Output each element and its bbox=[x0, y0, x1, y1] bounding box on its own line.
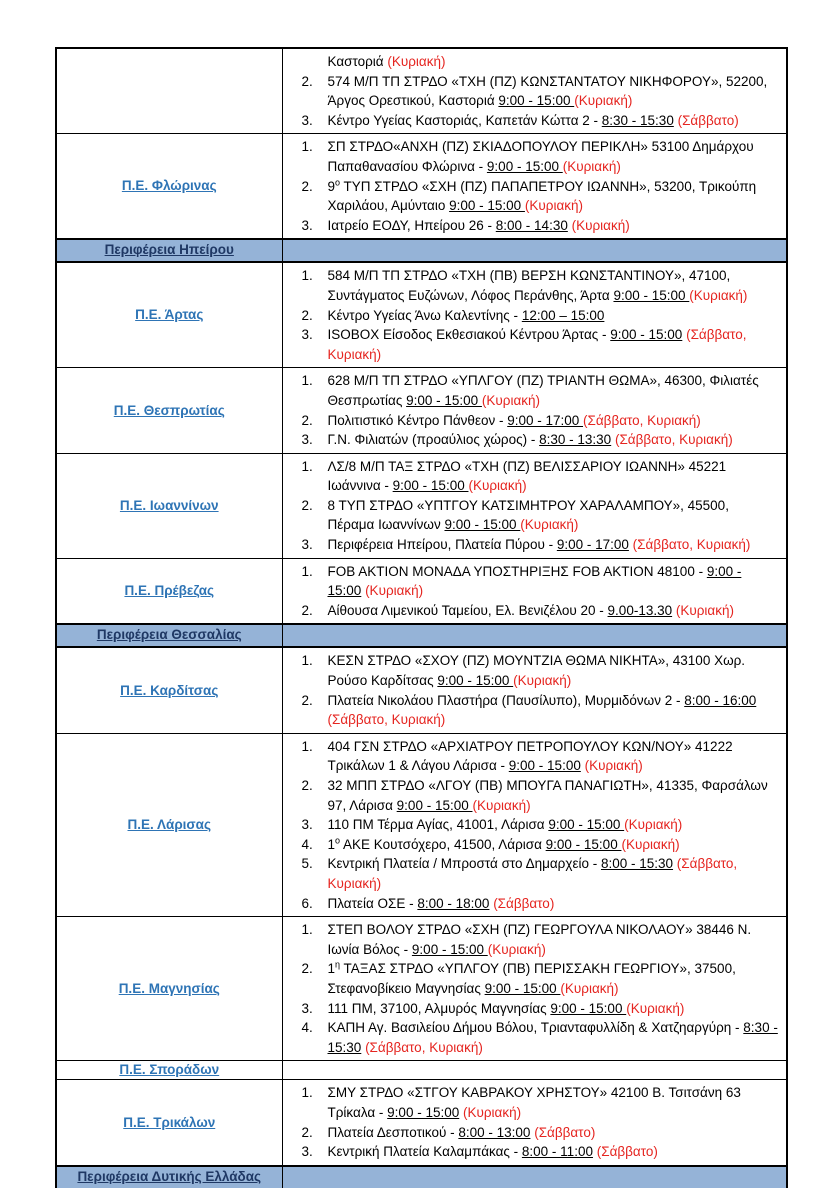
locations-cell bbox=[282, 558, 787, 624]
location-text: ΤΑΞΑΣ ΣΤΡΔΟ «ΥΠΛΓΟΥ (ΠΒ) ΠΕΡΙΣΣΑΚΗ ΓΕΩΡΓΙΟΥ», 37500, Στεφανοβίκειο Μαγνησίας bbox=[327, 961, 736, 996]
section-header-row bbox=[56, 239, 787, 262]
item-text bbox=[328, 1142, 781, 1162]
section-title-cell bbox=[56, 239, 282, 262]
hours: 9:00 - 15:00 bbox=[437, 673, 514, 689]
location-text: 628 Μ/Π ΤΠ ΣΤΡΔΟ «ΥΠΛΓΟΥ (ΠΖ) ΤΡΙΑΝΤΗ ΘΩΜΑ», 46300, Φιλιατές Θεσπρωτίας bbox=[327, 373, 759, 408]
entry-row bbox=[56, 1061, 787, 1080]
location-item bbox=[283, 72, 781, 111]
item-text bbox=[328, 1018, 781, 1057]
item-number: 2. bbox=[301, 692, 313, 708]
locations-cell bbox=[282, 733, 787, 916]
location-text: Πλατεία Δεσποτικού - bbox=[327, 1124, 459, 1140]
locations-cell bbox=[282, 368, 787, 453]
hours: 9:00 - 15:00 bbox=[406, 392, 482, 408]
locations-cell bbox=[282, 134, 787, 239]
location-item bbox=[283, 371, 781, 410]
ordinal-suffix: η bbox=[335, 959, 341, 970]
days-note: (Σάββατο) bbox=[493, 895, 555, 911]
days-note: (Σάββατο) bbox=[677, 112, 739, 128]
item-number: 3. bbox=[301, 537, 313, 553]
item-number: 3. bbox=[301, 1000, 313, 1016]
section-title: Περιφέρεια Δυτικής Ελλάδας bbox=[77, 1168, 262, 1184]
location-text: 110 ΠΜ Τέρμα Αγίας, 41001, Λάρισα bbox=[327, 817, 549, 833]
item-number: 2. bbox=[301, 412, 313, 428]
hours: 9.00-13.30 bbox=[607, 602, 673, 618]
location-text: ΣΠ ΣΤΡΔΟ«ΑΝΧΗ (ΠΖ) ΣΚΙΑΔΟΠΟΥΛΟΥ ΠΕΡΙΚΛΗ» 53100 Δημάρχου Παπαθανασίου Φλώρινα - bbox=[327, 139, 754, 174]
locations-cell bbox=[282, 453, 787, 558]
item-number: 1. bbox=[301, 139, 313, 155]
item-text bbox=[328, 177, 781, 216]
location-item bbox=[283, 854, 781, 893]
hours: 9:00 - 15:00 bbox=[387, 1104, 460, 1120]
location-item bbox=[283, 137, 781, 176]
item-number: 6. bbox=[301, 895, 313, 911]
location-item bbox=[283, 266, 781, 305]
hours: 9:00 - 15:00 bbox=[444, 517, 521, 533]
location-text: Αίθουσα Λιμενικού Ταμείου, Ελ. Βενιζέλου 20 - bbox=[327, 602, 608, 618]
section-title-cell bbox=[56, 1166, 282, 1188]
entry-row bbox=[56, 368, 787, 453]
hours: 9:00 - 15:00 bbox=[411, 941, 488, 957]
item-text bbox=[328, 894, 781, 914]
location-text: FOB AKTION ΜΟΝΑΔΑ ΥΠΟΣΤΗΡΙΞΗΣ FOB AKTION 48100 - bbox=[327, 563, 707, 579]
location-item bbox=[283, 920, 781, 959]
location-item bbox=[283, 535, 781, 555]
days-note: (Κυριακή) bbox=[626, 1000, 685, 1016]
section-empty-cell bbox=[282, 624, 787, 647]
location-item bbox=[283, 325, 781, 364]
location-text: Πλατεία ΟΣΕ - bbox=[327, 895, 418, 911]
region-cell bbox=[56, 453, 282, 558]
days-note: (Κυριακή) bbox=[560, 980, 619, 996]
days-note: (Κυριακή) bbox=[463, 1104, 522, 1120]
item-number: 3. bbox=[301, 112, 313, 128]
item-text bbox=[328, 411, 781, 431]
item-number: 1. bbox=[301, 1085, 313, 1101]
item-text bbox=[328, 137, 781, 176]
hours: 9:00 - 15:00 bbox=[396, 797, 473, 813]
item-text bbox=[328, 72, 781, 111]
days-note: (Σάββατο, Κυριακή) bbox=[614, 432, 733, 448]
days-note: (Κυριακή) bbox=[520, 517, 579, 533]
item-number: 2. bbox=[301, 178, 313, 194]
hours: 8:00 - 11:00 bbox=[521, 1144, 593, 1160]
location-item bbox=[283, 562, 781, 601]
location-text: ΛΣ/8 Μ/Π ΤΑΞ ΣΤΡΔΟ «ΤΧΗ (ΠΖ) ΒΕΛΙΣΣΑΡΙΟΥ ΙΩΑΝΝΗ» 45221 Ιωάννινα - bbox=[327, 458, 727, 494]
days-note: (Σάββατο) bbox=[596, 1144, 658, 1160]
location-item bbox=[283, 737, 781, 776]
days-note: (Κυριακή) bbox=[584, 758, 643, 774]
locations-cell bbox=[282, 1080, 787, 1166]
location-item bbox=[283, 776, 781, 815]
location-text: 9 bbox=[327, 178, 336, 194]
item-text bbox=[328, 535, 781, 555]
item-text bbox=[328, 737, 781, 776]
region-cell bbox=[56, 733, 282, 916]
days-note: (Σάββατο, Κυριακή) bbox=[632, 537, 751, 553]
item-text bbox=[328, 854, 781, 893]
location-item bbox=[283, 815, 781, 835]
item-number: 2. bbox=[301, 1124, 313, 1140]
section-empty-cell bbox=[282, 1166, 787, 1188]
ordinal-suffix: ο bbox=[335, 835, 341, 846]
hours: 9:00 - 15:00 bbox=[392, 478, 469, 494]
region-cell bbox=[56, 134, 282, 239]
hours: 8:00 - 16:00 bbox=[684, 692, 757, 708]
hours: 9:00 - 15:00 bbox=[498, 93, 575, 109]
location-text: Κέντρο Υγείας Άνω Καλεντίνης - bbox=[327, 307, 522, 323]
location-item bbox=[283, 894, 781, 914]
location-text: ΚΕΣΝ ΣΤΡΔΟ «ΣΧΟΥ (ΠΖ) ΜΟΥΝΤΖΙΑ ΘΩΜΑ ΝΙΚΗΤΑ», 43100 Χωρ. Ρούσο Καρδίτσας bbox=[327, 653, 746, 689]
item-number: 1. bbox=[301, 653, 313, 669]
item-number: 3. bbox=[301, 432, 313, 448]
location-text: Ιατρείο ΕΟΔΥ, Ηπείρου 26 - bbox=[327, 217, 496, 233]
section-header-row bbox=[56, 624, 787, 647]
hours: 8:30 - 13:30 bbox=[539, 432, 612, 448]
location-item bbox=[283, 1083, 781, 1122]
location-item bbox=[283, 1123, 781, 1143]
item-text bbox=[328, 306, 781, 326]
location-text: Κεντρική Πλατεία Καλαμπάκας - bbox=[327, 1144, 522, 1160]
hours: 9:00 - 15:00 bbox=[484, 980, 561, 996]
location-item bbox=[283, 457, 781, 496]
item-text bbox=[328, 815, 781, 835]
days-note: (Σάββατο) bbox=[534, 1124, 596, 1140]
region-link[interactable]: Π.Ε. Μαγνησίας bbox=[118, 980, 220, 996]
region-cell bbox=[56, 558, 282, 624]
entry-row bbox=[56, 733, 787, 916]
location-item bbox=[283, 496, 781, 535]
item-text bbox=[328, 52, 781, 72]
item-text bbox=[328, 920, 781, 959]
locations-cell bbox=[282, 48, 787, 134]
region-cell bbox=[56, 368, 282, 453]
location-item bbox=[283, 999, 781, 1019]
location-text: Περιφέρεια Ηπείρου, Πλατεία Πύρου - bbox=[327, 537, 557, 553]
days-note: (Κυριακή) bbox=[689, 287, 748, 303]
entry-row bbox=[56, 647, 787, 733]
entry-row bbox=[56, 917, 787, 1061]
region-link[interactable]: Π.Ε. Φλώρινας bbox=[121, 178, 217, 194]
region-cell bbox=[56, 48, 282, 134]
section-title: Περιφέρεια Θεσσαλίας bbox=[96, 627, 242, 643]
hours: 8:30 - 15:30 bbox=[601, 112, 674, 128]
item-text bbox=[328, 835, 781, 855]
region-cell bbox=[56, 917, 282, 1061]
region-link[interactable]: Π.Ε. Πρέβεζας bbox=[124, 583, 215, 599]
item-number: 4. bbox=[301, 1020, 313, 1036]
item-text bbox=[328, 776, 781, 815]
locations-cell bbox=[282, 1061, 787, 1080]
region-cell bbox=[56, 1080, 282, 1166]
location-text: 404 ΓΣΝ ΣΤΡΔΟ «ΑΡΧΙΑΤΡΟΥ ΠΕΤΡΟΠΟΥΛΟΥ ΚΩΝ/ΝΟΥ» 41222 Τρικάλων 1 & Λάγου Λάρισα - bbox=[327, 738, 733, 774]
item-number: 3. bbox=[301, 327, 313, 343]
location-text: Κεντρική Πλατεία / Μπροστά στο Δημαρχείο - bbox=[327, 856, 601, 872]
location-text: Κέντρο Υγείας Καστοριάς, Καπετάν Κώττα 2 - bbox=[327, 112, 602, 128]
item-text bbox=[328, 325, 781, 364]
hours: 12:00 – 15:00 bbox=[521, 307, 605, 323]
location-text: Πλατεία Νικολάου Πλαστήρα (Παυσίλυπο), Μυρμιδόνων 2 - bbox=[327, 692, 685, 708]
item-text bbox=[328, 1083, 781, 1122]
item-number: 1. bbox=[301, 563, 313, 579]
region-link[interactable]: Π.Ε. Λάρισας bbox=[127, 816, 211, 832]
region-link[interactable]: Π.Ε. Ιωαννίνων bbox=[119, 497, 219, 513]
hours: 8:00 - 15:30 bbox=[600, 856, 674, 872]
hours: 9:00 - 15:00 bbox=[613, 287, 690, 303]
entry-row bbox=[56, 1080, 787, 1166]
item-text bbox=[328, 457, 781, 496]
days-note: (Κυριακή) bbox=[365, 583, 424, 599]
item-number: 1. bbox=[301, 738, 313, 754]
days-note: (Κυριακή) bbox=[487, 941, 546, 957]
entry-row bbox=[56, 48, 787, 134]
location-item bbox=[283, 111, 781, 131]
hours: 8:00 - 13:00 bbox=[458, 1124, 531, 1140]
location-text: 111 ΠΜ, 37100, Αλμυρός Μαγνησίας bbox=[327, 1000, 551, 1016]
location-text: Πολιτιστικό Κέντρο Πάνθεον - bbox=[327, 412, 508, 428]
region-link[interactable]: Π.Ε. Θεσπρωτίας bbox=[113, 402, 225, 418]
days-note: (Κυριακή) bbox=[574, 93, 633, 109]
item-text bbox=[328, 496, 781, 535]
item-number: 3. bbox=[301, 1144, 313, 1160]
location-text: ΚΑΠΗ Αγ. Βασιλείου Δήμου Βόλου, Τριανταφυλλίδη & Χατζηαργύρη - bbox=[327, 1020, 744, 1036]
hours: 9:00 - 15:00 bbox=[508, 758, 581, 774]
item-number: 2. bbox=[301, 73, 313, 89]
hours: 8:00 - 18:00 bbox=[417, 895, 490, 911]
location-item bbox=[283, 430, 781, 450]
region-cell bbox=[56, 647, 282, 733]
location-text: 32 ΜΠΠ ΣΤΡΔΟ «ΛΓΟΥ (ΠΒ) ΜΠΟΥΓΑ ΠΑΝΑΓΙΩΤΗ», 41335, Φαρσάλων 97, Λάρισα bbox=[327, 778, 768, 813]
location-item bbox=[283, 216, 781, 236]
days-note: (Κυριακή) bbox=[524, 198, 584, 214]
days-note: (Σάββατο, Κυριακή) bbox=[365, 1039, 483, 1055]
hours: 9:00 - 15:00 bbox=[327, 563, 742, 599]
item-number: 2. bbox=[301, 307, 313, 323]
days-note: (Κυριακή) bbox=[621, 836, 680, 852]
item-number: 1. bbox=[301, 922, 313, 938]
entry-row bbox=[56, 558, 787, 624]
days-note: (Κυριακή) bbox=[513, 673, 572, 689]
location-item bbox=[283, 52, 781, 72]
item-text bbox=[328, 999, 781, 1019]
ordinal-suffix: ο bbox=[335, 177, 341, 188]
location-item bbox=[283, 1018, 781, 1057]
vaccination-points-table bbox=[55, 47, 788, 1188]
item-text bbox=[328, 959, 781, 998]
hours: 9:00 - 17:00 bbox=[556, 537, 629, 553]
item-text bbox=[328, 691, 781, 730]
hours: 9:00 - 15:00 bbox=[486, 158, 563, 174]
hours: 8:30 - 15:30 bbox=[327, 1020, 778, 1055]
item-number: 4. bbox=[301, 836, 313, 852]
locations-cell bbox=[282, 917, 787, 1061]
item-text bbox=[328, 111, 781, 131]
location-item bbox=[283, 691, 781, 730]
days-note: (Κυριακή) bbox=[468, 478, 527, 494]
item-text bbox=[328, 216, 781, 236]
days-note: (Σάββατο, Κυριακή) bbox=[327, 327, 747, 362]
hours: 9:00 - 15:00 bbox=[548, 817, 625, 833]
item-text bbox=[328, 371, 781, 410]
item-text bbox=[328, 1123, 781, 1143]
region-link[interactable]: Π.Ε. Τρικάλων bbox=[123, 1114, 216, 1130]
region-cell bbox=[56, 262, 282, 367]
location-item bbox=[283, 177, 781, 216]
location-text: ISOBOX Είσοδος Εκθεσιακού Κέντρου Άρτας - bbox=[327, 327, 611, 343]
days-note: (Σάββατο, Κυριακή) bbox=[327, 712, 446, 728]
item-text bbox=[328, 266, 781, 305]
section-header-row bbox=[56, 1166, 787, 1188]
region-link[interactable]: Π.Ε. Σποράδων bbox=[119, 1062, 220, 1078]
item-number: 2. bbox=[301, 778, 313, 793]
location-text: 1 bbox=[327, 961, 336, 977]
item-number: 5. bbox=[301, 856, 313, 872]
region-link[interactable]: Π.Ε. Άρτας bbox=[135, 307, 204, 323]
days-note: (Κυριακή) bbox=[481, 392, 541, 408]
location-item bbox=[283, 959, 781, 998]
hours: 9:00 - 15:00 bbox=[449, 198, 525, 214]
location-text: ΑΚΕ Κουτσόχερο, 41500, Λάρισα bbox=[340, 836, 546, 852]
item-number: 3. bbox=[301, 217, 313, 233]
location-text: 8 ΤΥΠ ΣΤΡΔΟ «ΥΠΤΓΟΥ ΚΑΤΣΙΜΗΤΡΟΥ ΧΑΡΑΛΑΜΠΟΥ», 45500, Πέραμα Ιωαννίνων bbox=[327, 497, 729, 533]
region-link[interactable]: Π.Ε. Καρδίτσας bbox=[120, 682, 219, 698]
days-note: (Κυριακή) bbox=[571, 217, 630, 233]
location-item bbox=[283, 306, 781, 326]
location-text: 1 bbox=[327, 836, 336, 852]
item-number: 1. bbox=[301, 268, 313, 284]
days-note: (Σάββατο, Κυριακή) bbox=[583, 412, 701, 428]
hours: 9:00 - 17:00 bbox=[507, 412, 584, 428]
location-text: 584 Μ/Π ΤΠ ΣΤΡΔΟ «ΤΧΗ (ΠΒ) ΒΕΡΣΗ ΚΩΝΣΤΑΝΤΙΝΟΥ», 47100, Συντάγματος Ευζώνων, Λόφος Περάνθης, Άρτα bbox=[327, 268, 731, 303]
item-number: 1. bbox=[301, 373, 313, 389]
item-number: 2. bbox=[301, 602, 313, 618]
location-item bbox=[283, 601, 781, 621]
item-text bbox=[328, 601, 781, 621]
days-note: (Σάββατο, Κυριακή) bbox=[327, 856, 738, 891]
days-note: (Κυριακή) bbox=[675, 602, 734, 618]
location-text: ΤΥΠ ΣΤΡΔΟ «ΣΧΗ (ΠΖ) ΠΑΠΑΠΕΤΡΟΥ ΙΩΑΝΝΗ», 53200, Τρικούπη Χαριλάου, Αμύνταιο bbox=[327, 178, 757, 214]
region-cell bbox=[56, 1061, 282, 1080]
section-title: Περιφέρεια Ηπείρου bbox=[104, 242, 234, 258]
item-number: 2. bbox=[301, 497, 313, 513]
days-note: (Κυριακή) bbox=[472, 797, 531, 813]
section-title-cell bbox=[56, 624, 282, 647]
locations-cell bbox=[282, 262, 787, 367]
location-text: Γ.Ν. Φιλιατών (προαύλιος χώρος) - bbox=[327, 432, 540, 448]
hours: 9:00 - 15:00 bbox=[550, 1000, 627, 1016]
locations-cell bbox=[282, 647, 787, 733]
location-item bbox=[283, 411, 781, 431]
item-text bbox=[328, 430, 781, 450]
entry-row bbox=[56, 453, 787, 558]
hours: 8:00 - 14:30 bbox=[495, 217, 568, 233]
location-text: 574 Μ/Π ΤΠ ΣΤΡΔΟ «ΤΧΗ (ΠΖ) ΚΩΝΣΤΑΝΤΑΤΟΥ ΝΙΚΗΦΟΡΟΥ», 52200, Άργος Ορεστικού, Καστοριά bbox=[327, 73, 768, 109]
days-note: (Κυριακή) bbox=[624, 817, 683, 833]
item-number: 2. bbox=[301, 961, 313, 977]
location-item bbox=[283, 651, 781, 690]
days-note: (Κυριακή) bbox=[562, 158, 621, 174]
location-text: ΣΤΕΠ ΒΟΛΟΥ ΣΤΡΔΟ «ΣΧΗ (ΠΖ) ΓΕΩΡΓΟΥΛΑ ΝΙΚΟΛΑΟΥ» 38446 Ν. Ιωνία Βόλος - bbox=[327, 922, 752, 957]
location-item bbox=[283, 1142, 781, 1162]
hours: 9:00 - 15:00 bbox=[610, 327, 683, 343]
section-empty-cell bbox=[282, 239, 787, 262]
entry-row bbox=[56, 262, 787, 367]
item-text bbox=[328, 651, 781, 690]
location-text: ΣΜΥ ΣΤΡΔΟ «ΣΤΓΟΥ ΚΑΒΡΑΚΟΥ ΧΡΗΣΤΟΥ» 42100 Β. Τσιτσάνη 63 Τρίκαλα - bbox=[327, 1085, 741, 1120]
entry-row bbox=[56, 134, 787, 239]
table-body bbox=[56, 48, 787, 1188]
item-number: 1. bbox=[301, 458, 313, 474]
days-note: (Κυριακή) bbox=[387, 54, 446, 69]
hours: 9:00 - 15:00 bbox=[545, 836, 622, 852]
item-text bbox=[328, 562, 781, 601]
item-number: 3. bbox=[301, 817, 313, 833]
location-text: Καστοριά bbox=[327, 54, 388, 69]
location-item bbox=[283, 835, 781, 855]
